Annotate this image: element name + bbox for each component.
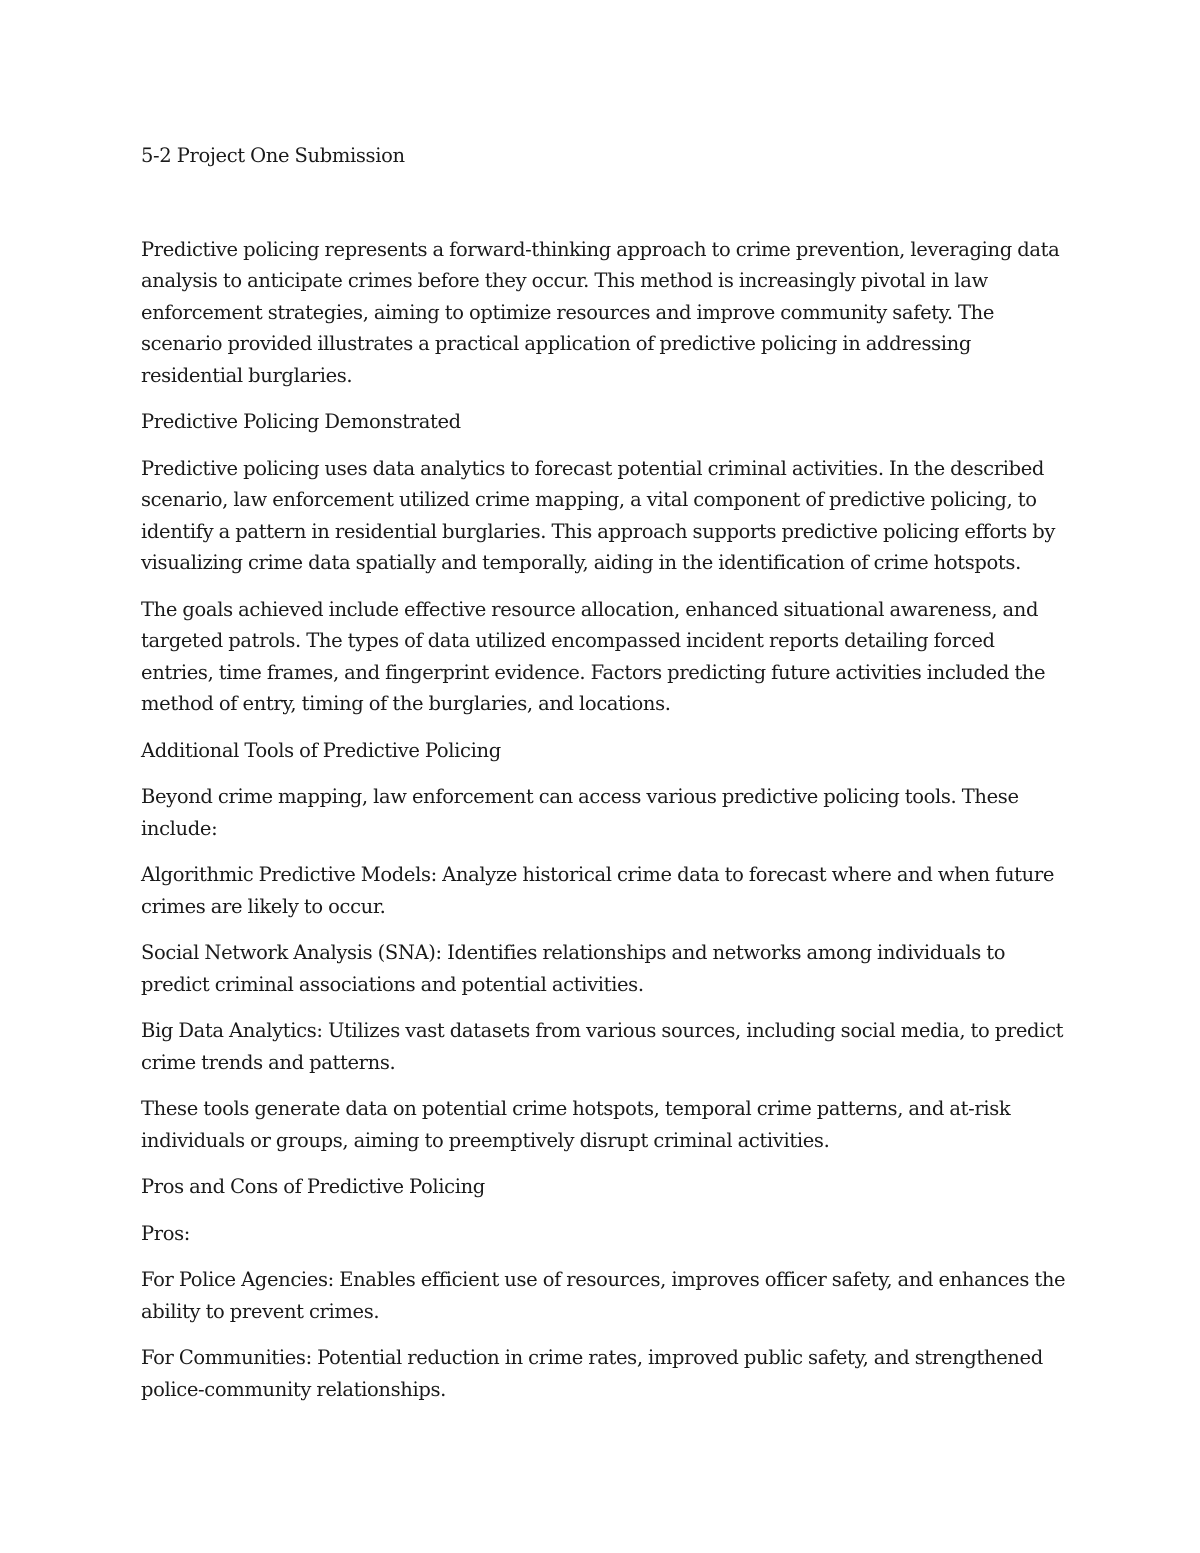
paragraph-algorithmic-models: Algorithmic Predictive Models: Analyze historical crime data to forecast where and when future crimes are likely to occur. [141,863,1055,918]
section-heading-additional-tools: Additional Tools of Predictive Policing [141,738,501,762]
paragraph-pros-communities: For Communities: Potential reduction in crime rates, improved public safety, and strengthened police-community relationships. [141,1346,1043,1401]
paragraph-crime-mapping: Predictive policing uses data analytics to forecast potential criminal activities. In the described scenario, law enforcement utilized crime mapping, a vital component of predictive policing, to identify a pattern in residential burglaries. This approach supports predictive policing efforts by visualizing crime data spatially and temporally, aiding in the identification of crime hotspots. [141,456,1056,574]
document-page [141,140,1066,1420]
paragraph-tools-output: These tools generate data on potential crime hotspots, temporal crime patterns, and at-risk individuals or groups, aiming to preemptively disrupt criminal activities. [141,1097,1011,1152]
paragraph-pros-police: For Police Agencies: Enables efficient use of resources, improves officer safety, and enhances the ability to prevent crimes. [141,1268,1066,1323]
intro-paragraph: Predictive policing represents a forward-thinking approach to crime prevention, leveraging data analysis to anticipate crimes before they occur. This method is increasingly pivotal in law enforcement strategies, aiming to optimize resources and improve community safety. The scenario provided illustrates a practical application of predictive policing in addressing residential burglaries. [141,237,1060,387]
document-title: 5-2 Project One Submission [141,144,405,167]
paragraph-tools-intro: Beyond crime mapping, law enforcement can access various predictive policing tools. These include: [141,785,1019,840]
paragraph-goals: The goals achieved include effective resource allocation, enhanced situational awareness, and targeted patrols. The types of data utilized encompassed incident reports detailing forced entries, time frames, and fingerprint evidence. Factors predicting future activities included the method of entry, timing of the burglaries, and locations. [141,597,1046,715]
subheading-pros: Pros: [141,1221,191,1245]
paragraph-social-network-analysis: Social Network Analysis (SNA): Identifies relationships and networks among individuals to predict criminal associations and potential activities. [141,941,1006,996]
section-heading-pros-cons: Pros and Cons of Predictive Policing [141,1175,485,1198]
paragraph-big-data: Big Data Analytics: Utilizes vast datasets from various sources, including social media, to predict crime trends and patterns. [141,1019,1064,1074]
section-heading-demonstrated: Predictive Policing Demonstrated [141,410,461,433]
